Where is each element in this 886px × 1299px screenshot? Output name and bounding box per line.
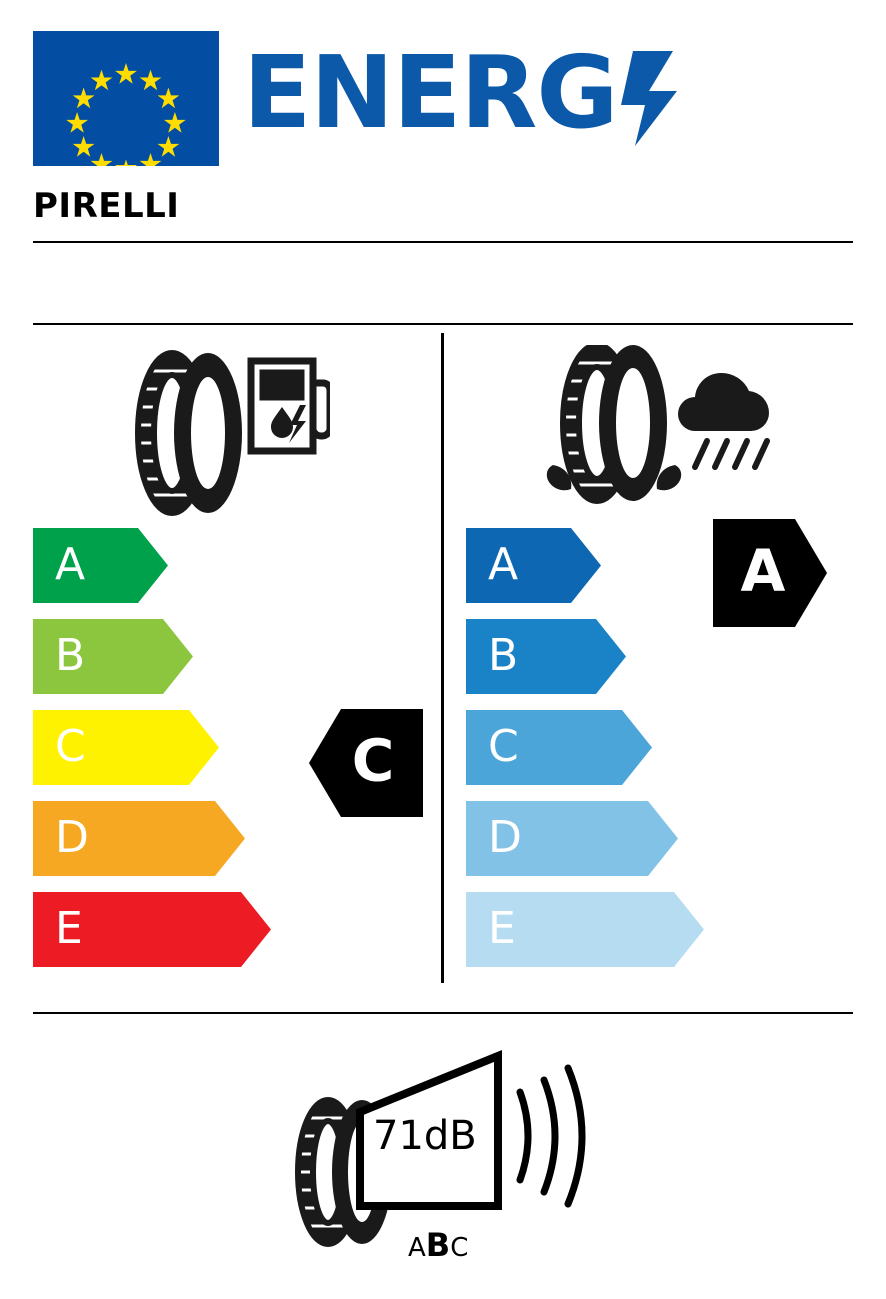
eu-flag-icon <box>33 31 219 166</box>
noise-class-a: A <box>408 1233 426 1263</box>
energy-wordmark <box>243 47 698 147</box>
noise-value: 71dB <box>373 1113 477 1159</box>
fuel-grade-letter: C <box>55 720 86 772</box>
noise-class-scale <box>408 1226 468 1264</box>
divider-top <box>33 241 853 243</box>
tyre-fuel-pump-icon <box>120 345 330 520</box>
wet-grip-result <box>713 519 827 627</box>
fuel-grade-letter: A <box>55 538 86 590</box>
wet-grade-letter: D <box>488 811 522 863</box>
noise-class-c: C <box>450 1233 469 1263</box>
tyre-rain-cloud-icon <box>535 345 795 520</box>
wet-grade-letter: E <box>488 902 516 954</box>
divider-noise <box>33 1012 853 1014</box>
svg-text:ENERG: ENERG <box>243 47 618 147</box>
noise-class-b-selected: B <box>425 1226 451 1264</box>
vertical-divider <box>441 333 444 983</box>
fuel-grade-letter: B <box>55 629 86 681</box>
wet-grade-letter: A <box>488 538 519 590</box>
fuel-result-letter: C <box>351 726 395 795</box>
divider-second <box>33 323 853 325</box>
fuel-efficiency-result <box>309 709 423 817</box>
fuel-grade-letter: D <box>55 811 89 863</box>
fuel-grade-letter: E <box>55 902 83 954</box>
wet-result-letter: A <box>740 536 786 605</box>
brand-name: PIRELLI <box>33 186 180 226</box>
wet-grade-letter: B <box>488 629 519 681</box>
wet-grade-letter: C <box>488 720 519 772</box>
